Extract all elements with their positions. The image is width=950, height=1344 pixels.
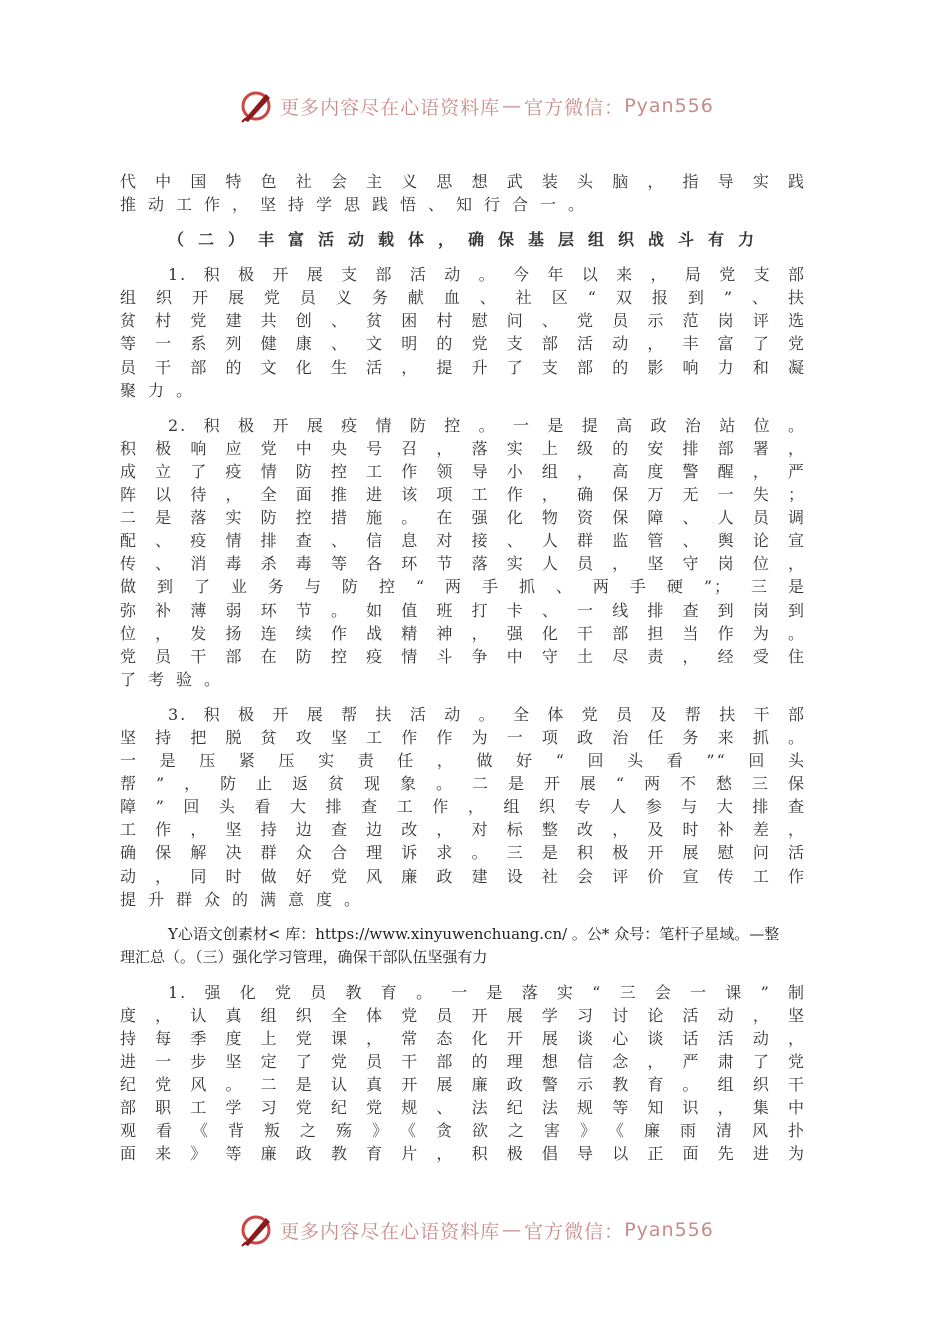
paragraph-item-2 (120, 414, 806, 691)
paragraph-item-3 (120, 703, 806, 911)
text-line: 聚力。 (120, 380, 205, 400)
text-line: 2.积极开展疫情防控。一是提高政治站位。 (168, 415, 806, 435)
banner-label: 官方微信： (524, 96, 625, 119)
text-line: 配、疫情排查、信息对接、人群监管、舆论宣 (120, 531, 806, 551)
text-line: 积极响应党中央号召，落实上级的安排部署， (120, 438, 806, 458)
text-line: 障”回头看大排查工作，组织专人参与大排查 (120, 797, 806, 817)
pen-seal-logo-icon (236, 1210, 276, 1250)
section-heading: （二）丰富活动载体，确保基层组织战斗有力 (168, 230, 769, 250)
banner-text: 更多内容尽在心语资料库 (280, 1220, 501, 1243)
text-line: 确保解决群众合理诉求。三是积极开展慰问活 (120, 843, 806, 863)
paragraph-item-4 (120, 981, 806, 1166)
text-line: 组织开展党员义务献血、社区“双报到”、扶 (120, 288, 806, 308)
text-line: 提升群众的满意度。 (120, 889, 373, 909)
text-line: 持每季度上党课，常态化开展谈心谈话活动， (120, 1028, 806, 1048)
intro-paragraph (120, 170, 806, 216)
text-line: 动，同时做好党风廉政建设社会评价宣传工作 (120, 866, 806, 886)
banner-text: 更多内容尽在心语资料库 (280, 96, 501, 119)
text-line: 观看《背叛之殇》《贪欲之害》《廉雨清风扑 (120, 1121, 806, 1141)
pen-seal-logo-icon (236, 86, 276, 126)
text-line: 二是落实防控措施。在强化物资保障、人员调 (120, 508, 806, 528)
banner-label: 官方微信： (524, 1220, 625, 1243)
document-body (120, 170, 806, 1165)
text-line: 员干部的文化生活，提升了支部的影响力和凝 (120, 357, 806, 377)
text-line: 坚持把脱贫攻坚工作作为一项政治任务来抓。 (120, 727, 806, 747)
text-line: 度，认真组织全体党员开展学习讨论活动，坚 (120, 1005, 806, 1025)
text-line: 代中国特色社会主义思想武装头脑，指导实践 (120, 172, 806, 191)
text-line: 传、消毒杀毒等各环节落实人员，坚守岗位， (120, 554, 806, 574)
text-line: 一是压紧压实责任，做好“回头看”“回头 (120, 751, 806, 771)
watermark-line: Y心语文创素材< 库：https://www.xinyuwenchuang.cn/ 。公* 众号：笔杆子星域。—整 (168, 924, 780, 943)
text-line: 弥补薄弱环节。如值班打卡、一线排查到岗到 (120, 600, 806, 620)
text-line: 面来》等廉政教育片，积极倡导以正面先进为 (120, 1144, 806, 1164)
text-line: 帮”，防止返贫现象。二是开展“两不愁三保 (120, 774, 806, 794)
text-line: 党员干部在防控疫情斗争中守土尽责，经受住 (120, 646, 806, 666)
text-line: 纪党风。二是认真开展廉政警示教育。组织干 (120, 1075, 806, 1095)
text-line: 位，发扬连续作战精神，强化干部担当作为。 (120, 623, 806, 643)
text-line: 1.强化党员教育。一是落实“三会一课”制 (168, 982, 806, 1002)
text-line: 部职工学习党纪党规、法纪法规等知识，集中 (120, 1098, 806, 1118)
watermark-line: 理汇总（。（三）强化学习管理，确保干部队伍坚强有力 (120, 947, 488, 966)
text-line: 成立了疫情防控工作领导小组，高度警醒，严 (120, 461, 806, 481)
text-line: 等一系列健康、文明的党支部活动，丰富了党 (120, 334, 806, 354)
text-line: 工作，坚持边查边改，对标整改，及时补差， (120, 820, 806, 840)
text-line: 3.积极开展帮扶活动。全体党员及帮扶干部 (168, 704, 806, 724)
banner-separator: — (502, 1219, 523, 1241)
watermark-paragraph (120, 923, 806, 969)
banner-wechat-id: Pyan556 (624, 95, 714, 117)
banner-separator: — (502, 95, 523, 117)
text-line: 贫村党建共创、贫困村慰问、党员示范岗评选 (120, 311, 806, 331)
header-banner (0, 86, 950, 126)
text-line: 阵以待，全面推进该项工作，确保万无一失； (120, 485, 806, 505)
footer-banner (0, 1210, 950, 1250)
text-line: 做到了业务与防控“两手抓、两手硬”；三是 (120, 577, 806, 597)
text-line: 1.积极开展支部活动。今年以来，局党支部 (168, 265, 806, 285)
text-line: 了考验。 (120, 669, 233, 689)
paragraph-item-1 (120, 263, 806, 402)
text-line: 进一步坚定了党员干部的理想信念，严肃了党 (120, 1052, 806, 1071)
banner-wechat-id: Pyan556 (624, 1219, 714, 1241)
text-line: 推动工作，坚持学思践悟、知行合一。 (120, 195, 597, 215)
